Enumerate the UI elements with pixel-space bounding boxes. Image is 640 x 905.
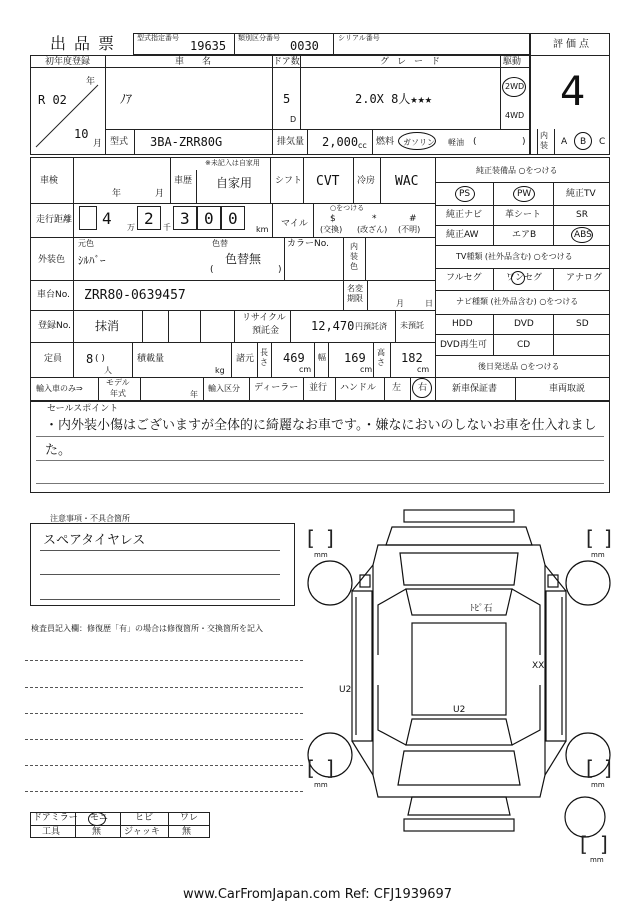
grade-value: 2.0X 8人★★★ — [355, 92, 433, 106]
sales-point-line-2: た。 — [45, 443, 72, 458]
height-label: 高さ — [377, 348, 385, 367]
acc-header-crack: ヒビ — [135, 813, 154, 823]
mileage-man: 万 — [127, 223, 135, 232]
equip-ps-circle — [455, 186, 475, 202]
acc-jack-label: ジャッキ — [124, 827, 160, 837]
registration-value: 抹消 — [95, 319, 120, 333]
capacity-label: 定員 — [44, 354, 63, 364]
repaint-value: 色替無 — [225, 252, 262, 266]
model-label: 型式 — [110, 137, 129, 147]
mm-spare: mm — [590, 856, 604, 864]
displacement-unit: cc — [358, 141, 367, 150]
repaint-paren-close: ) — [278, 265, 282, 275]
interior-color-label: 内装色 — [350, 242, 358, 271]
drive-label: 駆動 — [503, 57, 522, 67]
interior-c: C — [599, 137, 606, 147]
bracket-fr: [ — [586, 526, 594, 550]
repaint-label: 色替 — [212, 239, 228, 248]
repaint-paren-open: ( — [210, 265, 214, 275]
mm-rr: mm — [591, 781, 605, 789]
recycle-value: 12,470 — [311, 319, 355, 333]
serial-label: シリアル番号 — [338, 34, 380, 42]
person-unit: 人 — [104, 366, 112, 375]
color-no-label: カラーNo. — [287, 239, 329, 249]
acc-header-monitor: モニ — [90, 813, 109, 823]
doors-label: ドア数 — [273, 57, 300, 67]
length-cm: cm — [299, 365, 312, 374]
shift-label: シフト — [275, 176, 303, 186]
grade-label: グレード — [380, 57, 449, 67]
mark-windshield: ﾄﾋﾟ石 — [470, 604, 493, 614]
mileage-digit-2: 2 — [144, 209, 154, 228]
fuel-label: 燃料 — [376, 137, 395, 147]
footer-reference: www.CarFromJapan.com Ref: CFJ1939697 — [183, 887, 453, 902]
recycle-unit: 円預託済 — [355, 322, 387, 331]
bracket-fl: ] — [326, 526, 334, 550]
navi-dvd: DVD — [514, 319, 534, 329]
navi-sd: SD — [576, 319, 589, 329]
sales-point-box — [30, 401, 610, 493]
dims-label: 諸元 — [236, 354, 255, 364]
equip-leather: 革シート — [505, 210, 542, 220]
model-year-label-2: 年式 — [110, 389, 126, 398]
handle-right: 右 — [418, 383, 428, 393]
first-reg-label: 初年度登録 — [45, 57, 91, 67]
notes-line-1: スペアタイヤレス — [43, 533, 146, 548]
navi-type-header: ナビ種類 (社外品含む) ○をつける — [456, 297, 579, 306]
mileage-digit-4: 0 — [204, 209, 214, 228]
bracket-rl: [ — [307, 756, 315, 780]
interior-a: A — [561, 137, 568, 147]
fuel-gasoline: ガソリン — [403, 138, 435, 147]
doors-value: 5 — [283, 92, 291, 106]
width-cm: cm — [360, 365, 373, 374]
bracket-spare: [ — [580, 832, 588, 856]
capacity-paren: ( ) — [95, 354, 105, 364]
doors-sub: D — [290, 115, 297, 124]
acc-jack-value: 無 — [182, 827, 192, 837]
rear-delivery-header: 後日発送品 ○をつける — [478, 362, 560, 371]
ac-label: 冷房 — [357, 176, 376, 186]
mileage-digit-1: 4 — [102, 209, 112, 228]
mileage-circle-note: ○をつける — [330, 204, 365, 212]
ac-value: WAC — [395, 174, 419, 189]
length-value: 469 — [283, 351, 305, 365]
notes-label: 注意事項・不具合箇所 — [50, 514, 130, 523]
history-note: ※未記入は自家用 — [205, 159, 260, 167]
year-unit: 年 — [86, 77, 96, 87]
fuel-gasoline-circle — [398, 132, 436, 150]
sales-point-line-1: ・内外装小傷はございますが全体的に綺麗なお車です。・嫌なにおいのしないお車を仕入れまし — [45, 418, 597, 433]
car-name-value: ﾉｱ — [120, 92, 133, 106]
score-value: 4 — [560, 69, 586, 115]
factory-equipment-header: 純正装備品 ○をつける — [476, 166, 558, 175]
original-color-value: ｼﾙﾊﾞｰ — [78, 254, 106, 267]
first-reg-era: R 02 — [38, 93, 67, 107]
equip-pw-circle — [513, 186, 535, 202]
mark-left: U2 — [339, 685, 352, 695]
tampered-label: (改ざん) — [357, 225, 388, 234]
length-label: 長さ — [260, 348, 268, 367]
car-name-label: 車名 — [175, 57, 230, 67]
tampered-sym: * — [372, 214, 377, 224]
first-reg-month: 10 — [74, 127, 89, 141]
equip-ps: PS — [459, 189, 471, 199]
mileage-label: 走行距離 — [36, 215, 73, 225]
type-designation-value: 19635 — [190, 39, 227, 53]
navi-hdd: HDD — [452, 319, 473, 329]
bracket-rr: ] — [604, 756, 612, 780]
category-label: 類別区分番号 — [238, 34, 280, 42]
mileage-mile: マイル — [281, 219, 308, 229]
rear-manual: 車両取説 — [549, 384, 586, 394]
acc-header-mirror: ドアミラー — [33, 813, 78, 823]
equip-tv: 純正TV — [566, 189, 596, 199]
acc-tools-value: 無 — [92, 827, 102, 837]
acc-header-break: ワレ — [180, 813, 199, 823]
equip-abs-circle — [571, 227, 593, 243]
recycle-label-2: 預託金 — [252, 326, 280, 336]
exchange-sym: $ — [330, 214, 336, 224]
mm-fl: mm — [314, 551, 328, 559]
original-color-label: 元色 — [78, 239, 94, 248]
drive-4wd: 4WD — [505, 111, 525, 120]
import-dealer: ディーラー — [254, 383, 299, 393]
inspector-label: 検査員記入欄：修復歴「有」の場合は修復箇所・交換箇所を記入 — [31, 624, 263, 633]
recycle-label-1: リサイクル — [242, 313, 286, 323]
category-value: 0030 — [290, 39, 319, 53]
history-label: 車歴 — [174, 176, 193, 186]
handle-right-circle — [412, 378, 432, 398]
chassis-label: 車台No. — [37, 290, 70, 300]
displacement-value: 2,000 — [322, 135, 359, 149]
exchange-label: (交換) — [320, 225, 343, 234]
recycle-status: 未預託 — [400, 321, 424, 330]
width-label: 幅 — [318, 353, 326, 362]
inspection-month-unit: 月 — [155, 189, 165, 199]
load-label: 積載量 — [137, 354, 165, 364]
import-type-label: 輸入区分 — [208, 384, 240, 393]
model-year-label-1: モデル — [106, 378, 130, 387]
width-value: 169 — [344, 351, 366, 365]
shift-value: CVT — [316, 174, 340, 189]
chassis-value: ZRR80-0639457 — [84, 288, 186, 303]
equip-sr: SR — [576, 210, 588, 220]
interior-b-circle — [574, 132, 592, 150]
equip-abs: ABS — [574, 230, 592, 240]
tv-oneseg-mark — [511, 271, 525, 285]
capacity-value: 8 — [86, 352, 94, 366]
month-unit: 月 — [93, 139, 103, 149]
mileage-km: km — [256, 225, 269, 234]
mileage-digit-box — [79, 206, 97, 230]
car-damage-diagram — [300, 505, 620, 850]
load-kg: kg — [215, 366, 225, 375]
title-month-unit: 月 — [396, 299, 404, 308]
handle-left: 左 — [392, 383, 402, 393]
equip-aw: 純正AW — [446, 230, 479, 240]
bracket-fr: ] — [604, 526, 612, 550]
form-title: 出品票 — [50, 34, 123, 53]
navi-cd: CD — [517, 340, 531, 350]
drive-2wd: 2WD — [505, 82, 525, 91]
mm-rl: mm — [314, 781, 328, 789]
fuel-diesel: 軽油 — [448, 138, 464, 147]
tv-oneseg: ワンセグ — [506, 273, 543, 283]
registration-label: 登録No. — [38, 321, 71, 331]
color-label: 外装色 — [38, 255, 66, 265]
title-period-label: 名変期限 — [347, 284, 363, 303]
inspection-label: 車検 — [40, 176, 59, 186]
bracket-rr: [ — [586, 756, 594, 780]
equip-airbag: エアB — [512, 230, 537, 240]
acc-tools-label: 工具 — [42, 827, 61, 837]
interior-label: 内装 — [540, 131, 548, 150]
mileage-sen: 千 — [163, 223, 171, 232]
score-label: 評価点 — [553, 39, 592, 50]
fuel-paren-open: ( — [473, 137, 477, 147]
bracket-fl: [ — [307, 526, 315, 550]
mark-center: U2 — [453, 705, 466, 715]
import-parallel: 並行 — [309, 383, 328, 393]
rear-warranty: 新車保証書 — [452, 384, 498, 394]
handle-label: ハンドル — [340, 383, 377, 393]
mm-fr: mm — [591, 551, 605, 559]
mileage-digit-3: 3 — [180, 209, 190, 228]
dvd-playback: DVD再生可 — [440, 340, 487, 350]
equip-navi: 純正ナビ — [446, 210, 483, 220]
unknown-sym: # — [409, 214, 417, 224]
drive-2wd-circle — [502, 77, 526, 97]
type-designation-label: 型式指定番号 — [137, 34, 179, 42]
height-value: 182 — [401, 351, 423, 365]
height-cm: cm — [417, 365, 430, 374]
mark-roof: XX — [532, 661, 545, 671]
displacement-label: 排気量 — [277, 137, 305, 147]
import-only-label: 輸入車のみ⇒ — [36, 384, 83, 393]
fuel-paren-close: ) — [522, 137, 526, 147]
history-value: 自家用 — [216, 176, 253, 190]
acc-monitor-circle — [88, 812, 109, 826]
model-value: 3BA-ZRR80G — [150, 135, 223, 149]
title-day-unit: 日 — [425, 299, 433, 308]
model-year-unit: 年 — [190, 390, 198, 399]
mileage-digit-5: 0 — [228, 209, 238, 228]
equip-pw: PW — [517, 189, 532, 199]
sales-point-label: セールスポイント — [47, 404, 119, 414]
bracket-rl: ] — [326, 756, 334, 780]
inspection-year-unit: 年 — [112, 189, 122, 199]
tv-fullseg: フルセグ — [446, 273, 482, 283]
tv-analog: アナログ — [566, 273, 603, 283]
bracket-spare: ] — [600, 832, 608, 856]
interior-b: B — [580, 137, 587, 147]
unknown-label: (不明) — [398, 225, 421, 234]
tv-type-header: TV種類 (社外品含む) ○をつける — [456, 252, 573, 261]
